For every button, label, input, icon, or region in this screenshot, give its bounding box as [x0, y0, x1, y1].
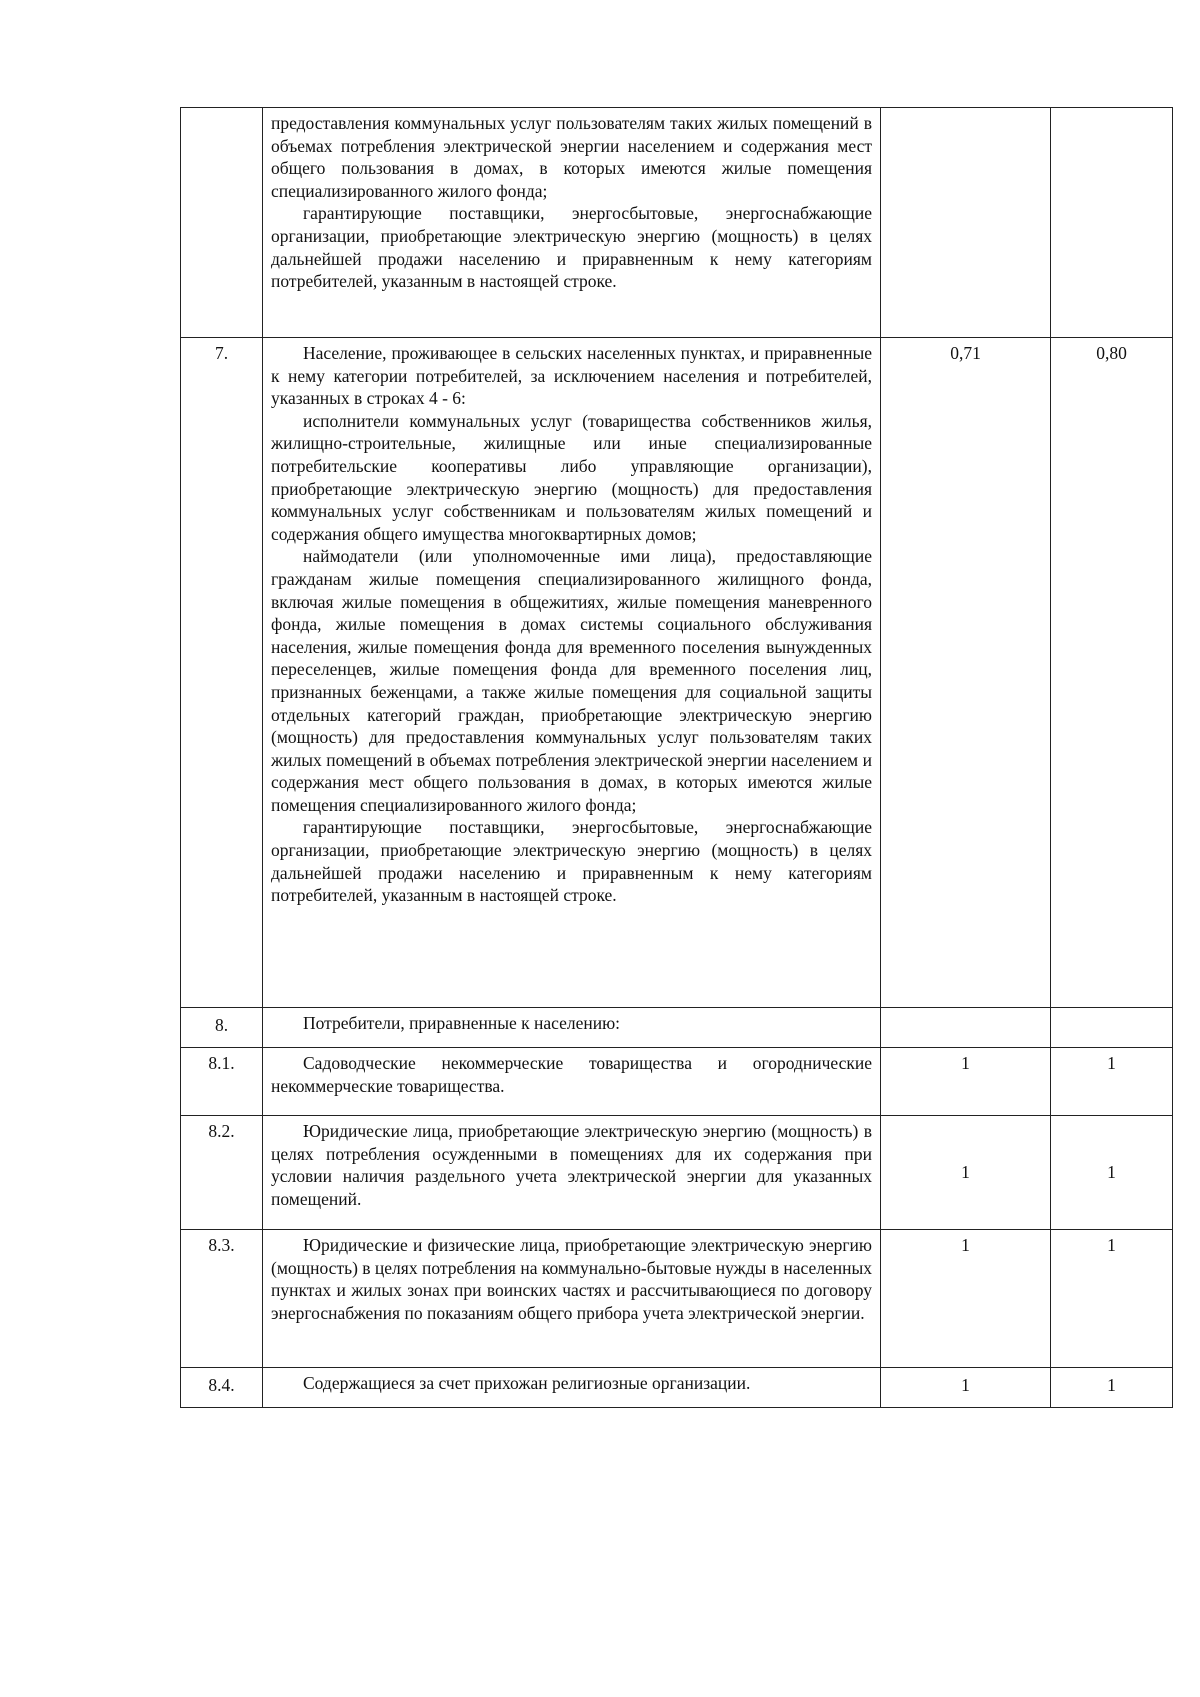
row-description [263, 1048, 881, 1116]
value-cell-2: 1 [1051, 1116, 1173, 1230]
table-row [181, 1116, 1173, 1230]
row-description [263, 338, 881, 1008]
table-row [181, 1048, 1173, 1116]
table-row [181, 338, 1173, 1008]
paragraph: Садоводческие некоммерческие товарищества и огороднические некоммерческие товарищества. [271, 1053, 872, 1096]
row-number: 8.2. [181, 1116, 263, 1230]
row-number: 8. [181, 1008, 263, 1048]
value-cell-1: 1 [881, 1368, 1051, 1408]
row-description [263, 1368, 881, 1408]
row-description [263, 1008, 881, 1048]
row-description [263, 1230, 881, 1368]
row-number: 7. [181, 338, 263, 1008]
value-cell-1: 1 [881, 1048, 1051, 1116]
row-number: 8.3. [181, 1230, 263, 1368]
value-cell-2 [1051, 108, 1173, 338]
paragraph: Содержащиеся за счет прихожан религиозные организации. [303, 1373, 751, 1393]
tariff-table [180, 107, 1173, 1408]
value-cell-2: 1 [1051, 1230, 1173, 1368]
value-cell-1: 1 [881, 1230, 1051, 1368]
row-number [181, 108, 263, 338]
value-cell-2: 1 [1051, 1368, 1173, 1408]
paragraph: Потребители, приравненные к населению: [303, 1013, 621, 1033]
table-row [181, 1368, 1173, 1408]
paragraph: Юридические и физические лица, приобретающие электрическую энергию (мощность) в целях потребления на коммунально-бытовые нужды в населенных пунктах и жилых зонах при воинских частях и рассчитывающиеся по договору энергоснабжения по показаниям общего прибора учета электрической энергии. [271, 1235, 872, 1323]
paragraph: предоставления коммунальных услуг пользователям таких жилых помещений в объемах потребления электрической энергии населением и содержания мест общего пользования в домах, в которых имеются жилые помещения специализированного жилого фонда; [271, 113, 872, 201]
value-cell-2: 1 [1051, 1048, 1173, 1116]
paragraph: гарантирующие поставщики, энергосбытовые, энергоснабжающие организации, приобретающие электрическую энергию (мощность) в целях дальнейшей продажи населению и приравненным к нему категориям потребителей, указанным в настоящей строке. [271, 817, 872, 906]
row-description [263, 108, 881, 338]
value-cell-1: 1 [881, 1116, 1051, 1230]
paragraph: исполнители коммунальных услуг (товарищества собственников жилья, жилищно-строительные, жилищные или иные специализированные потребительские кооперативы либо управляющие организации), приобретающие электрическую энергию (мощность) для предоставления коммунальных услуг собственникам и пользователям жилых помещений и содержания общего имущества многоквартирных домов; [271, 410, 872, 544]
row-description [263, 1116, 881, 1230]
row-number: 8.1. [181, 1048, 263, 1116]
paragraph: гарантирующие поставщики, энергосбытовые, энергоснабжающие организации, приобретающие электрическую энергию (мощность) в целях дальнейшей продажи населению и приравненным к нему категориям потребителей, указанным в настоящей строке. [271, 203, 872, 292]
paragraph: Юридические лица, приобретающие электрическую энергию (мощность) в целях потребления осужденными в помещениях для их содержания при условии наличия раздельного учета электрической энергии для указанных помещений. [271, 1121, 872, 1209]
value-cell-1 [881, 108, 1051, 338]
row-number: 8.4. [181, 1368, 263, 1408]
paragraph: наймодатели (или уполномоченные ими лица), предоставляющие гражданам жилые помещения специализированного жилищного фонда, включая жилые помещения в общежитиях, жилые помещения маневренного фонда, жилые помещения в домах системы социального обслуживания населения, жилые помещения фонда для временного поселения вынужденных переселенцев, жилые помещения фонда для временного поселения лиц, признанных беженцами, а также жилые помещения для социальной защиты отдельных категорий граждан, приобретающие электрическую энергию (мощность) для предоставления коммунальных услуг пользователям таких жилых помещений в объемах потребления электрической энергии населением и содержания мест общего пользования в домах, в которых имеются жилые помещения специализированного жилого фонда; [271, 546, 872, 815]
value-cell-1 [881, 1008, 1051, 1048]
table-row [181, 1230, 1173, 1368]
table-row [181, 1008, 1173, 1048]
value-cell-1: 0,71 [881, 338, 1051, 1008]
paragraph: Население, проживающее в сельских населенных пунктах, и приравненные к нему категории потребителей, за исключением населения и потребителей, указанных в строках 4 - 6: [271, 343, 872, 409]
table-row [181, 108, 1173, 338]
value-cell-2: 0,80 [1051, 338, 1173, 1008]
value-cell-2 [1051, 1008, 1173, 1048]
